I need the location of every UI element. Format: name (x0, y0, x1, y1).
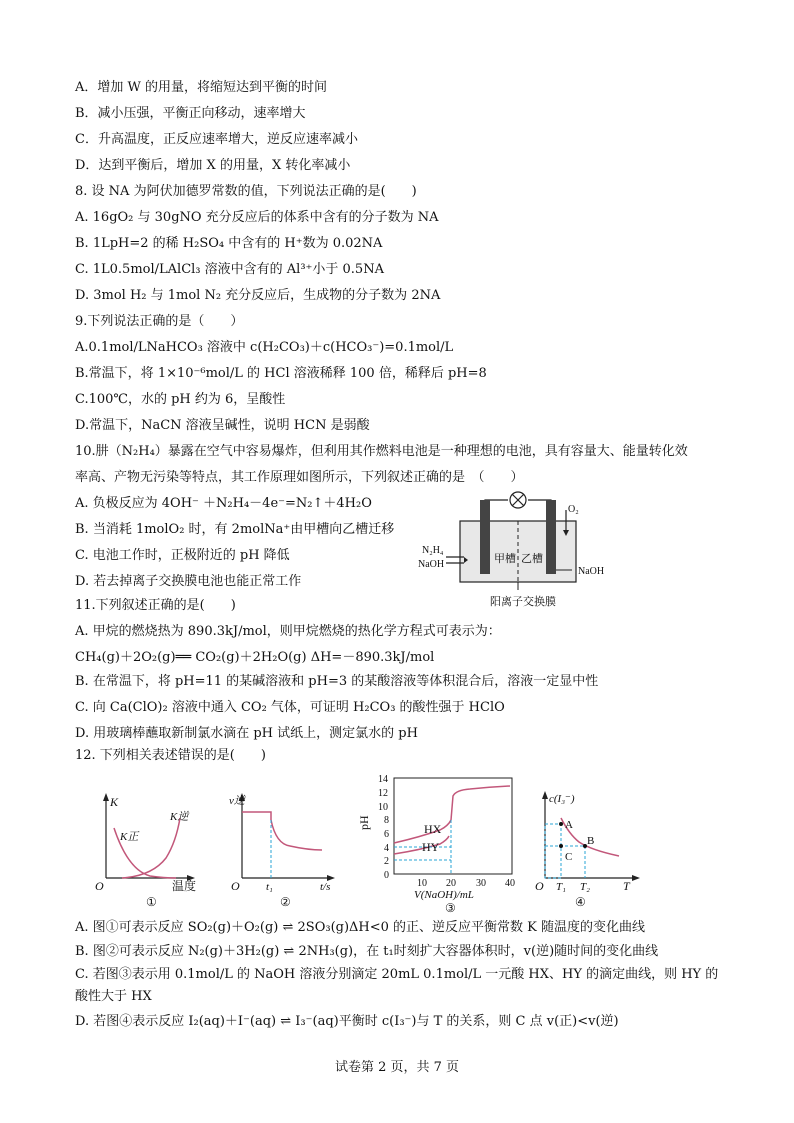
graph-3-x-ticks (417, 878, 515, 889)
q10-option-c: C. 电池工作时，正极附近的 pH 降低 (75, 548, 290, 563)
q10-option-b: B. 当消耗 1molO₂ 时，有 2molNa⁺由甲槽向乙槽迁移 (75, 522, 395, 537)
graph-4-t2-label: T₂ (580, 881, 590, 893)
svg-text:14: 14 (378, 774, 388, 785)
q11-option-d: D. 用玻璃棒蘸取新制氯水滴在 pH 试纸上，测定氯水的 pH (75, 726, 418, 741)
svg-text:10: 10 (378, 802, 388, 813)
membrane-label: 阳离子交换膜 (490, 596, 556, 608)
o2-label: O₂ (568, 504, 579, 515)
graph-3-y-label: pH (357, 815, 371, 830)
q12-option-b: B. 图②可表示反应 N₂(g)＋3H₂(g) ⇌ 2NH₃(g)，在 t₁时刻扩大容器体积时，v(逆)随时间的变化曲线 (75, 944, 659, 959)
yi-cao-label: 乙槽 (521, 553, 543, 565)
graph-1-y-label: K (110, 795, 119, 809)
svg-text:0: 0 (384, 870, 389, 881)
svg-text:10: 10 (417, 878, 427, 889)
q10-stem-line1: 10.肼（N₂H₄）暴露在空气中容易爆炸，但利用其作燃料电池是一种理想的电池，具有容量大、能量转化效 (75, 444, 688, 459)
graph-3-y-ticks (378, 774, 389, 881)
graph-3-x-label: V(NaOH)/mL (414, 889, 474, 901)
point-c (559, 844, 563, 848)
q9-stem: 9.下列说法正确的是（ ） (75, 314, 244, 329)
svg-text:30: 30 (476, 878, 486, 889)
graph-1-k-vs-temperature (92, 780, 202, 910)
graph-4-b-label: B (587, 835, 595, 847)
graph-1-number: ① (146, 895, 157, 909)
graph-1-x-label: 温度 (172, 879, 197, 893)
graph-2-x-label: t/s (320, 881, 331, 893)
q11-option-c: C. 向 Ca(ClO)₂ 溶液中通入 CO₂ 气体，可证明 H₂CO₃ 的酸性强于 HClO (75, 700, 505, 715)
graph-1-k-zheng-label: K正 (120, 831, 139, 843)
q12-option-c-line2: 酸性大于 HX (75, 989, 152, 1004)
q7-option-b: B．减小压强，平衡正向移动，速率增大 (75, 106, 306, 121)
graph-3-number: ③ (445, 901, 456, 915)
q9-option-a: A.0.1mol/LNaHCO₃ 溶液中 c(H₂CO₃)＋c(HCO₃⁻)=0.1mol/L (75, 340, 454, 355)
graph-1-k-ni-label: K逆 (170, 811, 189, 823)
q12-option-d: D. 若图④表示反应 I₂(aq)＋I⁻(aq) ⇌ I₃⁻(aq)平衡时 c(I₃⁻)与 T 的关系，则 C 点 v(正)<v(逆) (75, 1014, 619, 1029)
q7-option-d: D．达到平衡后，增加 X 的用量，X 转化率减小 (75, 158, 351, 173)
graph-2-t1-label: t₁ (266, 881, 273, 893)
q9-option-d: D.常温下，NaCN 溶液呈碱性，说明 HCN 是弱酸 (75, 418, 370, 433)
v-before-t1 (242, 812, 271, 820)
q8-option-b: B. 1LpH=2 的稀 H₂SO₄ 中含有的 H⁺数为 0.02NA (75, 236, 383, 251)
graph-4-c-label: C (565, 851, 573, 863)
q8-option-c: C. 1L0.5mol/LAlCl₃ 溶液中含有的 Al³⁺小于 0.5NA (75, 262, 384, 277)
q9-option-b: B.常温下，将 1×10⁻⁶mol/L 的 HCl 溶液稀释 100 倍，稀释后 pH=8 (75, 366, 487, 381)
n2h4-label: N₂H₄ (422, 545, 444, 556)
v-after-t1 (271, 820, 322, 850)
q12-option-c-line1: C. 若图③表示用 0.1mol/L 的 NaOH 溶液分别滴定 20mL 0.1mol/L 一元酸 HX、HY 的滴定曲线，则 HY 的 (75, 967, 719, 982)
graph-4-number: ④ (575, 895, 586, 909)
graph-3-titration-curves (357, 770, 530, 915)
q11-equation: CH₄(g)＋2O₂(g)══ CO₂(g)＋2H₂O(g) ΔH=－890.3kJ/mol (75, 650, 435, 665)
svg-text:8: 8 (384, 815, 389, 826)
svg-text:4: 4 (384, 843, 389, 854)
point-a (559, 822, 563, 826)
graph-3-hx-label: HX (424, 822, 442, 836)
fuel-cell-diagram (418, 492, 618, 617)
k-ni-curve (122, 818, 180, 878)
graph-4-a-label: A (565, 819, 573, 831)
graph-4-origin: O (535, 879, 544, 893)
graph-2-y-label: v逆 (229, 795, 245, 807)
q10-option-a: A. 负极反应为 4OH⁻ ＋N₂H₄－4e⁻=N₂↑＋4H₂O (75, 496, 372, 511)
q11-option-a: A. 甲烷的燃烧热为 890.3kJ/mol，则甲烷燃烧的热化学方程式可表示为： (75, 624, 501, 639)
q9-option-c: C.100℃，水的 pH 约为 6，呈酸性 (75, 392, 286, 407)
q10-option-d: D. 若去掉离子交换膜电池也能正常工作 (75, 574, 302, 589)
graph-2-v-vs-time (228, 780, 348, 910)
q12-stem: 12. 下列相关表述错误的是( ) (75, 748, 266, 763)
svg-text:12: 12 (378, 788, 388, 799)
q7-option-a: A．增加 W 的用量，将缩短达到平衡的时间 (75, 80, 328, 95)
q10-stem-line2: 率高、产物无污染等特点，其工作原理如图所示，下列叙述正确的是 （ ） (75, 470, 524, 485)
q8-option-d: D. 3mol H₂ 与 1mol N₂ 充分反应后，生成物的分子数为 2NA (75, 288, 441, 303)
naoh-left-label: NaOH (418, 559, 445, 570)
svg-text:2: 2 (384, 856, 389, 867)
page-footer: 试卷第 2 页，共 7 页 (334, 1060, 460, 1075)
graph-4-y-label: c(I₃⁻) (549, 793, 575, 805)
q8-stem: 8. 设 NA 为阿伏加德罗常数的值，下列说法正确的是( ) (75, 184, 417, 199)
q11-stem: 11.下列叙述正确的是( ) (75, 598, 236, 613)
graph-1-origin: O (95, 879, 104, 893)
graph-2-origin: O (231, 879, 240, 893)
q11-option-b: B. 在常温下，将 pH=11 的某碱溶液和 pH=3 的某酸溶液等体积混合后，溶液一定显中性 (75, 674, 599, 689)
q8-option-a: A. 16gO₂ 与 30gNO 充分反应后的体系中含有的分子数为 NA (75, 210, 439, 225)
graph-3-hy-label: HY (422, 840, 440, 854)
graph-4-x-label: T (623, 879, 630, 893)
naoh-right-label: NaOH (578, 566, 605, 577)
hx-curve (394, 786, 510, 843)
q12-option-a: A. 图①可表示反应 SO₂(g)＋O₂(g) ⇌ 2SO₃(g)ΔH<0 的正、逆反应平衡常数 K 随温度的变化曲线 (75, 920, 646, 935)
q7-option-c: C．升高温度，正反应速率增大，逆反应速率减小 (75, 132, 358, 147)
graph-4-t1-label: T₁ (556, 881, 566, 893)
svg-text:6: 6 (384, 829, 389, 840)
svg-text:20: 20 (446, 878, 456, 889)
graph-4-ci3-vs-temperature (535, 778, 650, 913)
jia-cao-label: 甲槽 (494, 553, 516, 565)
graph-2-number: ② (280, 895, 291, 909)
svg-text:40: 40 (505, 878, 515, 889)
